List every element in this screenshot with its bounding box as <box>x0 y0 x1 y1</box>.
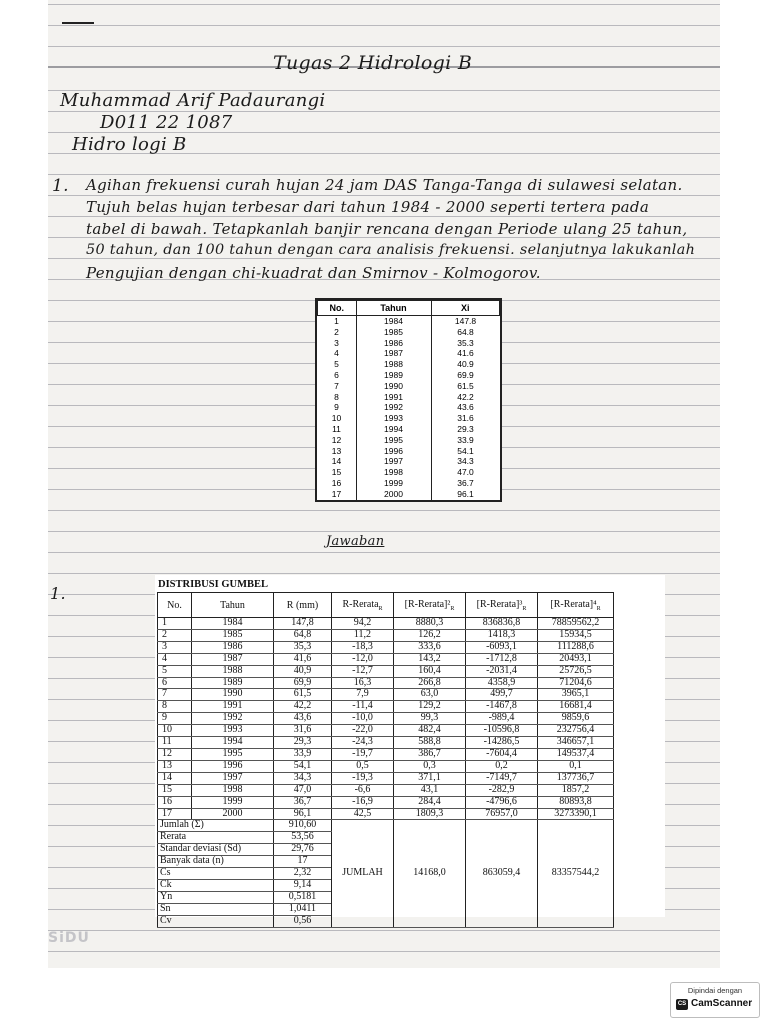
gumbel-cell: 94,2 <box>332 618 394 630</box>
gumbel-cell: -2031,4 <box>466 665 538 677</box>
answer-heading: Jawaban <box>326 534 385 549</box>
table-cell: 47.0 <box>457 467 474 478</box>
gumbel-cell: 129,2 <box>394 701 466 713</box>
gumbel-cell: 9859,6 <box>538 713 614 725</box>
gumbel-cell: 1809,3 <box>394 808 466 820</box>
table-row <box>318 413 500 424</box>
camscanner-logo-icon: CS <box>676 999 688 1010</box>
gumbel-cell: 588,8 <box>394 737 466 749</box>
table-cell: 1987 <box>356 348 431 359</box>
camscanner-badge <box>670 982 760 1018</box>
gumbel-row <box>158 784 614 796</box>
table-cell: 40.9 <box>457 359 474 370</box>
table-cell: 1985 <box>356 327 431 338</box>
scanner-caption: Dipindai dengan <box>687 986 743 995</box>
stat-value: 910,60 <box>274 820 332 832</box>
gumbel-cell: 1984 <box>192 618 274 630</box>
stat-value: 29,76 <box>274 844 332 856</box>
gumbel-cell: -989,4 <box>466 713 538 725</box>
table-cell: 1992 <box>356 402 431 413</box>
gumbel-cell: 147,8 <box>274 618 332 630</box>
gumbel-row <box>158 689 614 701</box>
gumbel-header-label: Tahun <box>220 599 245 611</box>
table-cell: 34.3 <box>457 456 474 467</box>
gumbel-header <box>274 593 332 618</box>
gumbel-cell: 6 <box>158 677 192 689</box>
gumbel-cell: 3 <box>158 641 192 653</box>
gumbel-cell: 16681,4 <box>538 701 614 713</box>
gumbel-cell: 64,8 <box>274 629 332 641</box>
gumbel-cell: 33,9 <box>274 748 332 760</box>
gumbel-cell: 1995 <box>192 748 274 760</box>
gumbel-cell: 11,2 <box>332 629 394 641</box>
gumbel-cell: 1986 <box>192 641 274 653</box>
jumlah-value: 863059,4 <box>466 820 538 927</box>
gumbel-cell: -19,3 <box>332 772 394 784</box>
gumbel-cell: -1712,8 <box>466 653 538 665</box>
stat-label: Ck <box>158 879 274 891</box>
gumbel-row <box>158 808 614 820</box>
gumbel-cell: 1 <box>158 618 192 630</box>
gumbel-header-label: [R-Rerata]⁴ <box>550 598 597 610</box>
gumbel-cell: 20493,1 <box>538 653 614 665</box>
gumbel-cell: -24,3 <box>332 737 394 749</box>
gumbel-cell: 4 <box>158 653 192 665</box>
gumbel-row <box>158 713 614 725</box>
gumbel-cell: 371,1 <box>394 772 466 784</box>
table-cell: 12 <box>331 434 342 445</box>
gumbel-header-subscript: R <box>596 605 601 612</box>
stat-value: 0,5181 <box>274 891 332 903</box>
gumbel-cell: 42,5 <box>332 808 394 820</box>
gumbel-cell: 232756,4 <box>538 725 614 737</box>
course-name: Hidro logi B <box>72 134 187 155</box>
gumbel-cell: 61,5 <box>274 689 332 701</box>
gumbel-row <box>158 618 614 630</box>
table-row <box>318 489 500 500</box>
stat-label: Banyak data (n) <box>158 856 274 868</box>
gumbel-cell: 284,4 <box>394 796 466 808</box>
gumbel-row <box>158 772 614 784</box>
gumbel-cell: 29,3 <box>274 737 332 749</box>
gumbel-cell: 1988 <box>192 665 274 677</box>
scanner-brand: CamScanner <box>691 998 753 1009</box>
gumbel-cell: -1467,8 <box>466 701 538 713</box>
table-cell: 1 <box>334 316 339 326</box>
gumbel-cell: 76957,0 <box>466 808 538 820</box>
gumbel-cell: 47,0 <box>274 784 332 796</box>
gumbel-row <box>158 653 614 665</box>
gumbel-cell: 3965,1 <box>538 689 614 701</box>
gumbel-cell: 34,3 <box>274 772 332 784</box>
table-header: No. <box>318 301 357 316</box>
gumbel-cell: 1990 <box>192 689 274 701</box>
table-cell: 11 <box>332 423 341 434</box>
table-row <box>318 359 500 370</box>
gumbel-cell: -10596,8 <box>466 725 538 737</box>
stat-value: 17 <box>274 856 332 868</box>
table-cell: 2000 <box>356 489 431 500</box>
gumbel-cell: 25726,5 <box>538 665 614 677</box>
watermark: SiDU <box>48 930 90 946</box>
gumbel-header <box>394 593 466 618</box>
table-cell: 4 <box>334 348 339 359</box>
gumbel-cell: 16,3 <box>332 677 394 689</box>
gumbel-cell: 43,6 <box>274 713 332 725</box>
question-line: Agihan frekuensi curah hujan 24 jam DAS Tanga-Tanga di sulawesi selatan. <box>86 176 683 194</box>
gumbel-table-title: DISTRIBUSI GUMBEL <box>158 579 268 590</box>
gumbel-header-label: [R-Rerata]² <box>404 598 451 610</box>
table-row <box>318 446 500 457</box>
table-cell: 33.9 <box>457 434 474 445</box>
gumbel-header-label: [R-Rerata]³ <box>476 598 523 610</box>
gumbel-row <box>158 796 614 808</box>
stat-value: 9,14 <box>274 879 332 891</box>
question-number: 1. <box>52 176 69 196</box>
table-cell: 2 <box>334 326 339 337</box>
table-cell: 54.1 <box>457 445 474 456</box>
answer-number: 1. <box>50 584 66 603</box>
gumbel-cell: 12 <box>158 748 192 760</box>
table-row <box>318 402 500 413</box>
gumbel-cell: 836836,8 <box>466 618 538 630</box>
stat-label: Cs <box>158 868 274 880</box>
gumbel-cell: 499,7 <box>466 689 538 701</box>
stat-label: Yn <box>158 891 274 903</box>
table-cell: 42.2 <box>457 391 474 402</box>
gumbel-cell: 13 <box>158 760 192 772</box>
gumbel-cell: 1998 <box>192 784 274 796</box>
gumbel-cell: 266,8 <box>394 677 466 689</box>
question-line: 50 tahun, dan 100 tahun dengan cara analisis frekuensi. selanjutnya lakukanlah <box>86 242 696 258</box>
gumbel-cell: 15 <box>158 784 192 796</box>
gumbel-cell: -14286,5 <box>466 737 538 749</box>
stat-label: Standar deviasi (Sd) <box>158 844 274 856</box>
gumbel-header-subscript: R <box>450 605 455 612</box>
gumbel-cell: 1857,2 <box>538 784 614 796</box>
table-row <box>318 348 500 359</box>
gumbel-row <box>158 641 614 653</box>
gumbel-cell: 1999 <box>192 796 274 808</box>
gumbel-header <box>466 593 538 618</box>
gumbel-header-label: R-Rerata <box>342 598 379 610</box>
gumbel-header <box>158 593 192 618</box>
table-row <box>318 392 500 403</box>
gumbel-cell: 0,1 <box>538 760 614 772</box>
gumbel-cell: 5 <box>158 665 192 677</box>
table-cell: 1986 <box>356 338 431 349</box>
gumbel-cell: 11 <box>158 737 192 749</box>
jumlah-value: 83357544,2 <box>538 820 614 927</box>
table-row <box>318 338 500 349</box>
gumbel-cell: 63,0 <box>394 689 466 701</box>
table-row <box>318 370 500 381</box>
gumbel-cell: 160,4 <box>394 665 466 677</box>
gumbel-cell: -12,7 <box>332 665 394 677</box>
table-header: Tahun <box>356 301 431 316</box>
gumbel-cell: 14 <box>158 772 192 784</box>
gumbel-row <box>158 665 614 677</box>
stat-label: Sn <box>158 903 274 915</box>
gumbel-table <box>157 592 614 928</box>
stat-value: 1,0411 <box>274 903 332 915</box>
table-cell: 1999 <box>356 478 431 489</box>
gumbel-cell: 99,3 <box>394 713 466 725</box>
table-cell: 96.1 <box>457 488 474 499</box>
student-id: D011 22 1087 <box>100 112 233 133</box>
gumbel-header <box>332 593 394 618</box>
table-cell: 6 <box>334 369 339 380</box>
gumbel-row <box>158 737 614 749</box>
table-row <box>318 456 500 467</box>
corner-dash <box>62 22 94 24</box>
gumbel-cell: 386,7 <box>394 748 466 760</box>
gumbel-cell: 35,3 <box>274 641 332 653</box>
gumbel-cell: -7149,7 <box>466 772 538 784</box>
gumbel-cell: -6,6 <box>332 784 394 796</box>
table-row <box>318 478 500 489</box>
stat-value: 2,32 <box>274 868 332 880</box>
gumbel-cell: 482,4 <box>394 725 466 737</box>
table-cell: 9 <box>334 402 339 413</box>
gumbel-cell: 43,1 <box>394 784 466 796</box>
question-line: Pengujian dengan chi-kuadrat dan Smirnov - Kolmogorov. <box>86 264 541 282</box>
gumbel-row <box>158 748 614 760</box>
gumbel-cell: 143,2 <box>394 653 466 665</box>
gumbel-header-label: R (mm) <box>286 599 319 611</box>
gumbel-cell: 96,1 <box>274 808 332 820</box>
gumbel-cell: -282,9 <box>466 784 538 796</box>
gumbel-cell: 1994 <box>192 737 274 749</box>
gumbel-header <box>192 593 274 618</box>
gumbel-cell: 16 <box>158 796 192 808</box>
stat-label: Rerata <box>158 832 274 844</box>
table-cell: 1998 <box>356 467 431 478</box>
table-cell: 7 <box>334 380 339 391</box>
gumbel-cell: 42,2 <box>274 701 332 713</box>
table-cell: 43.6 <box>457 402 474 413</box>
table-header: Xi <box>431 301 500 316</box>
gumbel-cell: -19,7 <box>332 748 394 760</box>
table-cell: 61.5 <box>457 380 474 391</box>
table-cell: 147.8 <box>454 316 477 326</box>
gumbel-cell: 1997 <box>192 772 274 784</box>
table-cell: 64.8 <box>457 326 474 337</box>
table-cell: 8 <box>334 391 339 402</box>
table-cell: 29.3 <box>457 423 474 434</box>
gumbel-header-subscript: R <box>522 605 527 612</box>
gumbel-header-subscript: R <box>378 605 383 612</box>
stat-value: 53,56 <box>274 832 332 844</box>
gumbel-cell: -6093,1 <box>466 641 538 653</box>
gumbel-cell: -4796,6 <box>466 796 538 808</box>
table-cell: 5 <box>334 359 339 370</box>
gumbel-cell: 54,1 <box>274 760 332 772</box>
table-cell: 1990 <box>356 381 431 392</box>
table-cell: 1995 <box>356 435 431 446</box>
jumlah-label: JUMLAH <box>332 820 394 927</box>
gumbel-cell: 3273390,1 <box>538 808 614 820</box>
gumbel-cell: 1985 <box>192 629 274 641</box>
gumbel-cell: 17 <box>158 808 192 820</box>
table-row <box>318 435 500 446</box>
gumbel-row <box>158 760 614 772</box>
gumbel-cell: 1989 <box>192 677 274 689</box>
table-cell: 17 <box>331 488 342 499</box>
gumbel-cell: 0,5 <box>332 760 394 772</box>
gumbel-cell: 111288,6 <box>538 641 614 653</box>
gumbel-cell: 149537,4 <box>538 748 614 760</box>
table-cell: 1993 <box>356 413 431 424</box>
table-cell: 1989 <box>356 370 431 381</box>
table-cell: 13 <box>331 445 342 456</box>
table-cell: 69.9 <box>457 369 474 380</box>
table-cell: 35.3 <box>457 337 474 348</box>
table-row <box>318 316 500 327</box>
gumbel-cell: 9 <box>158 713 192 725</box>
gumbel-cell: 1996 <box>192 760 274 772</box>
table-cell: 31.6 <box>457 413 474 424</box>
assignment-title: Tugas 2 Hidrologi B <box>273 52 473 74</box>
table-cell: 36.7 <box>457 477 474 488</box>
gumbel-cell: 1992 <box>192 713 274 725</box>
table-row <box>318 424 500 435</box>
gumbel-cell: -7604,4 <box>466 748 538 760</box>
gumbel-header <box>538 593 614 618</box>
gumbel-cell: 2 <box>158 629 192 641</box>
stat-label: Jumlah (Σ) <box>158 820 274 832</box>
table-cell: 1996 <box>356 446 431 457</box>
gumbel-cell: 1993 <box>192 725 274 737</box>
gumbel-cell: -16,9 <box>332 796 394 808</box>
gumbel-cell: 8 <box>158 701 192 713</box>
gumbel-cell: 2000 <box>192 808 274 820</box>
jumlah-value: 14168,0 <box>394 820 466 927</box>
stat-value: 0,56 <box>274 915 332 927</box>
gumbel-cell: 78859562,2 <box>538 618 614 630</box>
gumbel-stat-row <box>158 820 614 832</box>
question-line: Tujuh belas hujan terbesar dari tahun 1984 - 2000 seperti tertera pada <box>86 198 650 216</box>
gumbel-cell: 0,3 <box>394 760 466 772</box>
gumbel-cell: -11,4 <box>332 701 394 713</box>
gumbel-cell: -22,0 <box>332 725 394 737</box>
student-name: Muhammad Arif Padaurangi <box>60 90 326 111</box>
gumbel-row <box>158 725 614 737</box>
gumbel-cell: 333,6 <box>394 641 466 653</box>
table-cell: 16 <box>331 477 342 488</box>
table-cell: 1997 <box>356 456 431 467</box>
gumbel-row <box>158 629 614 641</box>
table-cell: 1994 <box>356 424 431 435</box>
gumbel-cell: 10 <box>158 725 192 737</box>
gumbel-cell: 137736,7 <box>538 772 614 784</box>
gumbel-cell: 36,7 <box>274 796 332 808</box>
table-cell: 1988 <box>356 359 431 370</box>
gumbel-table-card <box>155 575 665 926</box>
gumbel-cell: 41,6 <box>274 653 332 665</box>
gumbel-cell: 7,9 <box>332 689 394 701</box>
stat-label: Cv <box>158 915 274 927</box>
gumbel-cell: -18,3 <box>332 641 394 653</box>
table-row <box>318 467 500 478</box>
table-cell: 15 <box>331 467 342 478</box>
rainfall-data-table <box>315 298 502 502</box>
gumbel-cell: 346657,1 <box>538 737 614 749</box>
gumbel-cell: 80893,8 <box>538 796 614 808</box>
gumbel-cell: 1991 <box>192 701 274 713</box>
gumbel-cell: -10,0 <box>332 713 394 725</box>
gumbel-cell: 7 <box>158 689 192 701</box>
gumbel-cell: -12,0 <box>332 653 394 665</box>
table-cell: 14 <box>331 456 342 467</box>
gumbel-cell: 4358,9 <box>466 677 538 689</box>
table-cell: 1991 <box>356 392 431 403</box>
gumbel-cell: 1987 <box>192 653 274 665</box>
gumbel-header-label: No. <box>167 599 182 611</box>
gumbel-cell: 8880,3 <box>394 618 466 630</box>
gumbel-cell: 69,9 <box>274 677 332 689</box>
table-row <box>318 327 500 338</box>
gumbel-cell: 40,9 <box>274 665 332 677</box>
table-cell: 3 <box>334 337 339 348</box>
gumbel-cell: 1418,3 <box>466 629 538 641</box>
table-cell: 10 <box>331 413 342 424</box>
gumbel-cell: 31,6 <box>274 725 332 737</box>
gumbel-row <box>158 677 614 689</box>
notebook-page <box>48 0 720 968</box>
question-line: tabel di bawah. Tetapkanlah banjir rencana dengan Periode ulang 25 tahun, <box>86 220 688 238</box>
table-row <box>318 381 500 392</box>
table-cell: 1984 <box>356 316 431 327</box>
gumbel-cell: 0,2 <box>466 760 538 772</box>
gumbel-cell: 71204,6 <box>538 677 614 689</box>
gumbel-cell: 126,2 <box>394 629 466 641</box>
gumbel-row <box>158 701 614 713</box>
table-cell: 41.6 <box>457 348 474 359</box>
gumbel-cell: 15934,5 <box>538 629 614 641</box>
